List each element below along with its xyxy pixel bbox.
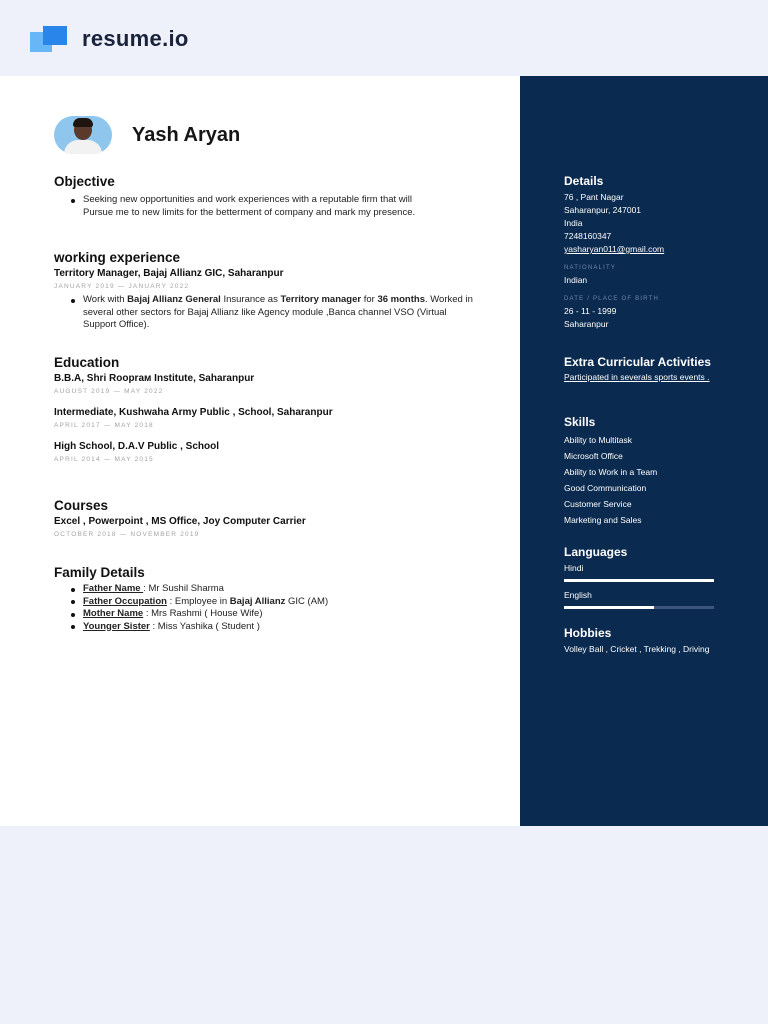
date-of-birth: 26 - 11 - 1999 — [564, 306, 617, 316]
section-title: Details — [564, 174, 604, 188]
language-level-fill — [564, 579, 714, 582]
candidate-name: Yash Aryan — [132, 123, 241, 146]
objective-text: Seeking new opportunities and work experiences with a reputable firm that will Pursue me to new limits for the betterment of company and mark my presence. — [66, 194, 436, 219]
country: India — [564, 218, 583, 228]
section-title: Languages — [564, 545, 628, 559]
education-item — [54, 407, 494, 429]
education-section — [54, 355, 494, 463]
resume-header — [54, 116, 240, 154]
birthplace: Saharanpur — [564, 319, 609, 329]
address-line: 76 , Pant Nagar — [564, 192, 624, 202]
details-section — [564, 174, 734, 331]
education-dates: APRIL 2017 — MAY 2018 — [54, 422, 154, 429]
language-level-fill — [564, 606, 654, 609]
resume-sidebar — [520, 76, 768, 826]
education-item — [54, 441, 494, 463]
language-level-bar — [564, 606, 714, 609]
brand-name: resume.io — [82, 26, 189, 51]
nationality: Indian — [564, 275, 588, 285]
education-title: High School, D.A.V Public , School — [54, 441, 220, 452]
address-line: Saharanpur, 247001 — [564, 205, 642, 215]
skill-item: Good Communication — [564, 483, 647, 493]
education-dates: AUGUST 2019 — MAY 2022 — [54, 388, 164, 395]
experience-section — [54, 250, 494, 332]
section-title: Education — [54, 355, 120, 370]
top-bar — [0, 0, 768, 76]
course-title: Excel , Powerpoint , MS Office, Joy Computer Carrier — [54, 516, 306, 527]
skills-section — [564, 415, 734, 528]
job-description: Work with Bajaj Allianz General Insurance as Territory manager for 36 months. Worked in several other sectors for Bajaj Allianz like Agency module ,Banca channel VSO (Virtual Support Office). — [66, 294, 478, 332]
resume-io-logo-icon — [30, 26, 68, 52]
email-link[interactable]: yasharyan011@gmail.com — [564, 244, 665, 254]
section-title: Skills — [564, 415, 596, 429]
section-title: Hobbies — [564, 626, 612, 640]
family-item: Younger Sister : Miss Yashika ( Student ) — [66, 621, 494, 634]
nationality-label: NATIONALITY — [564, 265, 617, 271]
extracurricular-section — [564, 355, 734, 383]
objective-section — [54, 174, 494, 219]
skill-item: Microsoft Office — [564, 451, 623, 461]
skill-item: Ability to Multitask — [564, 435, 633, 445]
skill-item: Ability to Work in a Team — [564, 467, 658, 477]
family-item: Mother Name : Mrs Rashmi ( House Wife) — [66, 608, 494, 621]
section-title: Extra Curricular Activities — [564, 355, 711, 369]
language-level-bar — [564, 579, 714, 582]
job-dates: JANUARY 2019 — JANUARY 2022 — [54, 283, 190, 290]
education-title: Intermediate, Kushwaha Army Public , School, Saharanpur — [54, 407, 333, 418]
hobbies-text: Volley Ball , Cricket , Trekking , Driving — [564, 644, 710, 654]
languages-section — [564, 545, 734, 609]
section-title: Objective — [54, 174, 115, 189]
job-title: Territory Manager, Bajaj Allianz GIC, Saharanpur — [54, 268, 284, 279]
skill-item: Marketing and Sales — [564, 515, 642, 525]
section-title: Courses — [54, 498, 109, 513]
course-dates: OCTOBER 2018 — NOVEMBER 2019 — [54, 531, 200, 538]
phone: 7248160347 — [564, 231, 612, 241]
family-item: Father Occupation : Employee in Bajaj Allianz GIC (AM) — [66, 596, 494, 609]
dob-label: DATE / PLACE OF BIRTH — [564, 296, 659, 302]
courses-section — [54, 498, 494, 538]
skill-item: Customer Service — [564, 499, 632, 509]
brand-logo[interactable] — [30, 26, 189, 52]
language-name: English — [564, 590, 592, 600]
section-title: Family Details — [54, 565, 145, 580]
family-section — [54, 565, 494, 633]
avatar — [54, 116, 112, 154]
education-title: B.B.A, Shri Rooprам Institute, Saharanpur — [54, 373, 255, 384]
family-item: Father Name : Mr Sushil Sharma — [66, 583, 494, 596]
resume-page — [0, 76, 768, 826]
section-title: working experience — [54, 250, 181, 265]
hobbies-section — [564, 626, 734, 655]
extracurricular-link[interactable]: Participated in severals sports events . — [564, 372, 710, 382]
education-item — [54, 373, 494, 395]
education-dates: APRIL 2014 — MAY 2015 — [54, 456, 154, 463]
language-name: Hindi — [564, 563, 584, 573]
